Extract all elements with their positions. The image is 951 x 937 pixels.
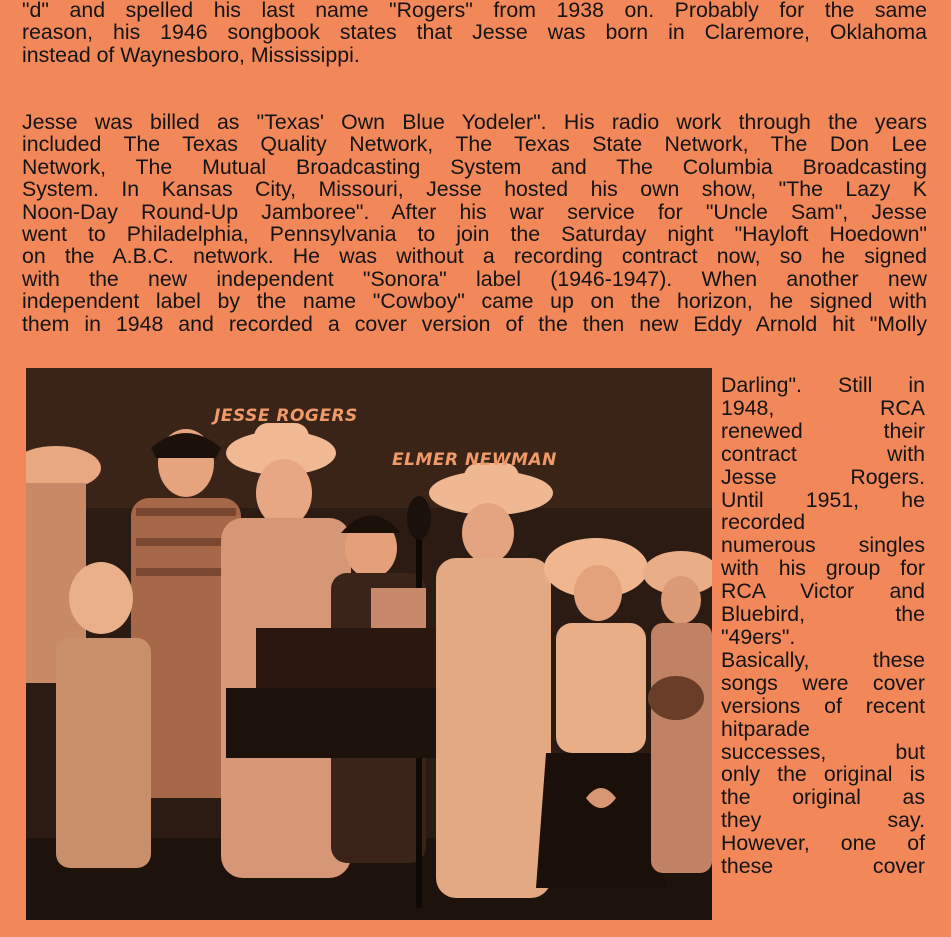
photo-illustration [26, 368, 712, 920]
text-line: 1948, RCA [721, 395, 925, 420]
text-line: However, one of [721, 831, 925, 856]
text-line: Basically, these [721, 647, 925, 672]
text-line: versions of recent [721, 693, 925, 718]
text-line: numerous singles [721, 533, 925, 558]
intro-paragraph [22, 0, 927, 66]
text-line: System. In Kansas City, Missouri, Jesse hosted his own show, "The Lazy K [22, 177, 927, 202]
text-line: Bluebird, the [721, 602, 925, 627]
text-line: Jesse was billed as "Texas' Own Blue Yodeler". His radio work through the years [22, 110, 927, 134]
text-line: renewed their [721, 418, 925, 443]
text-line: Network, The Mutual Broadcasting System and The Columbia Broadcasting [22, 154, 927, 179]
text-line: the original as [721, 785, 925, 810]
text-line: Darling". Still in [721, 373, 925, 397]
text-line: these cover [721, 854, 925, 879]
text-line: they say. [721, 808, 925, 833]
text-line: with the new independent "Sonora" label (1946-1947). When another new [22, 266, 927, 291]
band-photo [26, 368, 712, 920]
text-line: "49ers". [721, 624, 796, 649]
text-line: successes, but [721, 739, 925, 764]
text-line: "d" and spelled his last name "Rogers" from 1938 on. Probably for the same [22, 0, 927, 22]
text-line: them in 1948 and recorded a cover version of the then new Eddy Arnold hit "Molly [22, 311, 927, 336]
biography-paragraph [22, 111, 927, 335]
text-line: went to Philadelphia, Pennsylvania to join the Saturday night "Hayloft Hoedown" [22, 222, 927, 247]
text-line: included The Texas Quality Network, The Texas State Network, The Don Lee [22, 132, 927, 157]
side-column-text [721, 374, 925, 878]
text-line: contract with [721, 441, 925, 466]
text-line: reason, his 1946 songbook states that Jesse was born in Claremore, Oklahoma [22, 20, 927, 45]
text-line: Until 1951, he [721, 487, 925, 512]
text-line: RCA Victor and [721, 579, 925, 604]
text-line: only the original is [721, 762, 925, 787]
text-line: independent label by the name "Cowboy" came up on the horizon, he signed with [22, 289, 927, 314]
text-line: with his group for [721, 556, 925, 581]
text-line: Jesse Rogers. [721, 464, 925, 489]
text-line: Noon-Day Round-Up Jamboree". After his war service for "Uncle Sam", Jesse [22, 199, 927, 224]
text-line: hitparade [721, 716, 810, 741]
text-line: recorded [721, 510, 806, 535]
caption-elmer-newman: ELMER NEWMAN [392, 450, 557, 470]
text-line: songs were cover [721, 670, 925, 695]
text-line: on the A.B.C. network. He was without a recording contract now, so he signed [22, 244, 927, 269]
text-line: instead of Waynesboro, Mississippi. [22, 42, 360, 67]
caption-jesse-rogers: JESSE ROGERS [214, 406, 358, 426]
